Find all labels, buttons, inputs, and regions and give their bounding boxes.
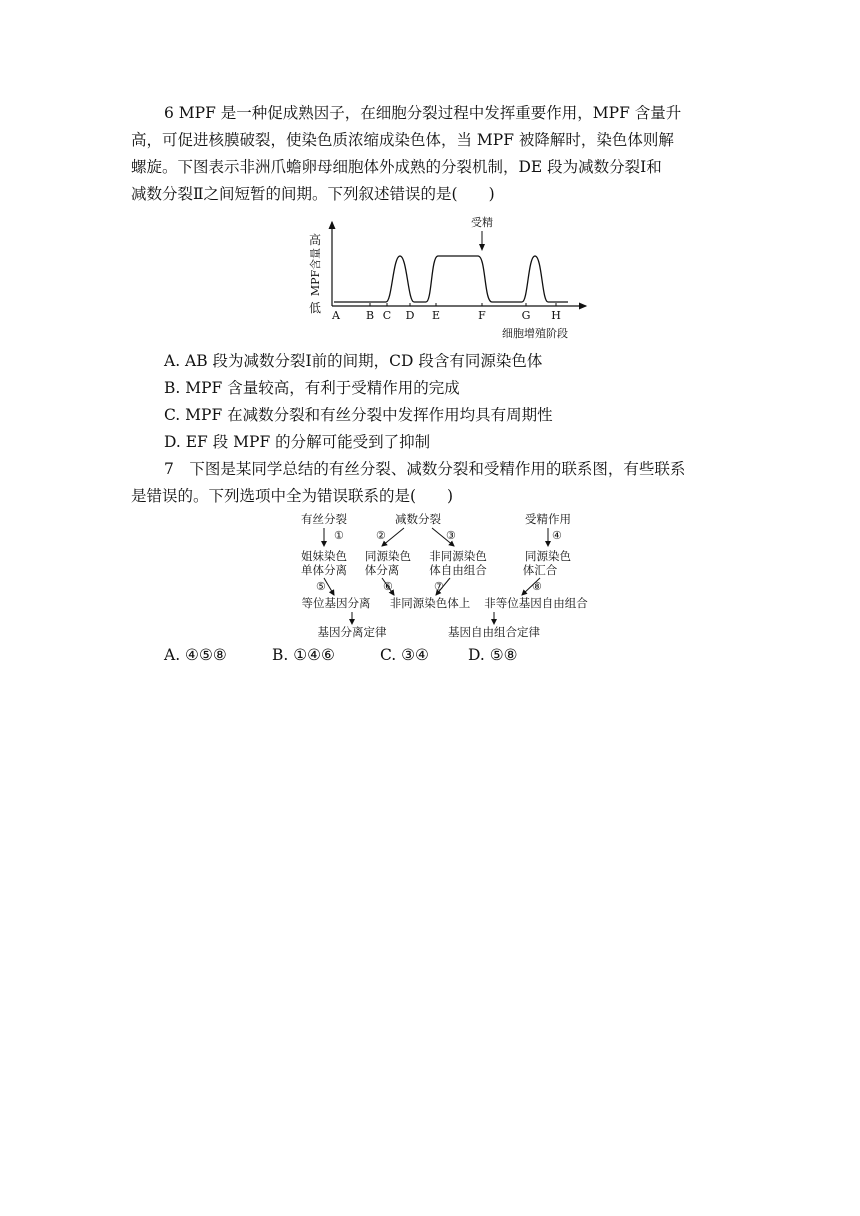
question-7-line: 是错误的。下列选项中全为错误联系的是( ) (131, 487, 454, 505)
question-6-line: 螺旋。下图表示非洲爪蟾卵母细胞体外成熟的分裂机制，DE 段为减数分裂Ⅰ和 (131, 158, 662, 176)
tick-label-f: F (478, 309, 486, 322)
sister-chromatid-line2: 单体分离 (301, 563, 347, 577)
mpf-curve-figure (300, 214, 600, 344)
sister-chromatid-line1: 姐妹染色 (301, 549, 347, 563)
mpf-curve (334, 256, 568, 302)
assortment-law-label: 基因自由组合定律 (448, 625, 540, 639)
question-6-option-a: A. AB 段为减数分裂Ⅰ前的间期，CD 段含有同源染色体 (164, 352, 543, 370)
homolog-union-line2: 体汇合 (522, 563, 558, 577)
y-low-label: 低 (308, 301, 322, 315)
question-6-option-d: D. EF 段 MPF 的分解可能受到了抑制 (164, 433, 431, 451)
question-6-line: 6 MPF 是一种促成熟因子，在细胞分裂过程中发挥重要作用，MPF 含量升 (164, 104, 682, 122)
tick-label-c: C (382, 309, 392, 322)
nonallele-assortment-label: 非等位基因自由组合 (484, 596, 588, 610)
question-6-line: 高，可促进核膜破裂，使染色质浓缩成染色体，当 MPF 被降解时，染色体则解 (131, 131, 674, 149)
tick-label-d: D (405, 309, 415, 322)
homolog-separation-line2: 体分离 (364, 563, 400, 577)
question-6-option-c: C. MPF 在减数分裂和有丝分裂中发挥作用均具有周期性 (164, 406, 553, 424)
question-7-stem (131, 456, 731, 510)
relationship-diagram (290, 508, 610, 643)
y-axis-label: MPF含量 (309, 247, 322, 297)
question-6-stem (131, 100, 731, 208)
segregation-law-label: 基因分离定律 (317, 625, 387, 639)
fertilization-label: 受精 (471, 216, 493, 229)
question-7-option-d: D. ⑤⑧ (468, 646, 518, 664)
x-axis-label: 细胞增殖阶段 (502, 327, 568, 340)
question-7-option-c: C. ③④ (380, 646, 429, 664)
question-7-option-b: B. ①④⑥ (272, 646, 335, 664)
circle-4: ④ (552, 529, 562, 542)
fertilization-node-label: 受精作用 (525, 512, 571, 526)
mitosis-label: 有丝分裂 (301, 512, 347, 526)
circle-1: ① (334, 529, 344, 542)
y-high-label: 高 (308, 233, 322, 247)
circle-8: ⑧ (532, 580, 542, 593)
meiosis-label: 减数分裂 (395, 512, 441, 526)
question-6-line: 减数分裂Ⅱ之间短暂的间期。下列叙述错误的是( ) (131, 185, 495, 203)
tick-label-b: B (365, 309, 375, 322)
question-7-line: 7 下图是某同学总结的有丝分裂、减数分裂和受精作用的联系图，有些联系 (164, 460, 686, 478)
tick-label-h: H (551, 309, 561, 322)
allele-separation-label: 等位基因分离 (301, 596, 371, 610)
nonhomolog-chromosome-label: 非同源染色体上 (389, 596, 471, 610)
question-7-options (164, 646, 518, 664)
tick-label-e: E (431, 309, 441, 322)
circle-6: ⑥ (383, 580, 393, 593)
question-7-option-a: A. ④⑤⑧ (164, 646, 227, 664)
question-6-option-b: B. MPF 含量较高，有利于受精作用的完成 (164, 379, 460, 397)
circle-5: ⑤ (316, 580, 326, 593)
nonhomolog-assortment-line1: 非同源染色 (429, 549, 487, 563)
homolog-union-line1: 同源染色 (525, 549, 571, 563)
circle-3: ③ (446, 529, 456, 542)
tick-label-a: A (332, 309, 340, 322)
tick-label-g: G (521, 309, 531, 322)
circle-2: ② (376, 529, 386, 542)
circle-7: ⑦ (434, 580, 444, 593)
homolog-separation-line1: 同源染色 (365, 549, 411, 563)
nonhomolog-assortment-line2: 体自由组合 (429, 563, 487, 577)
